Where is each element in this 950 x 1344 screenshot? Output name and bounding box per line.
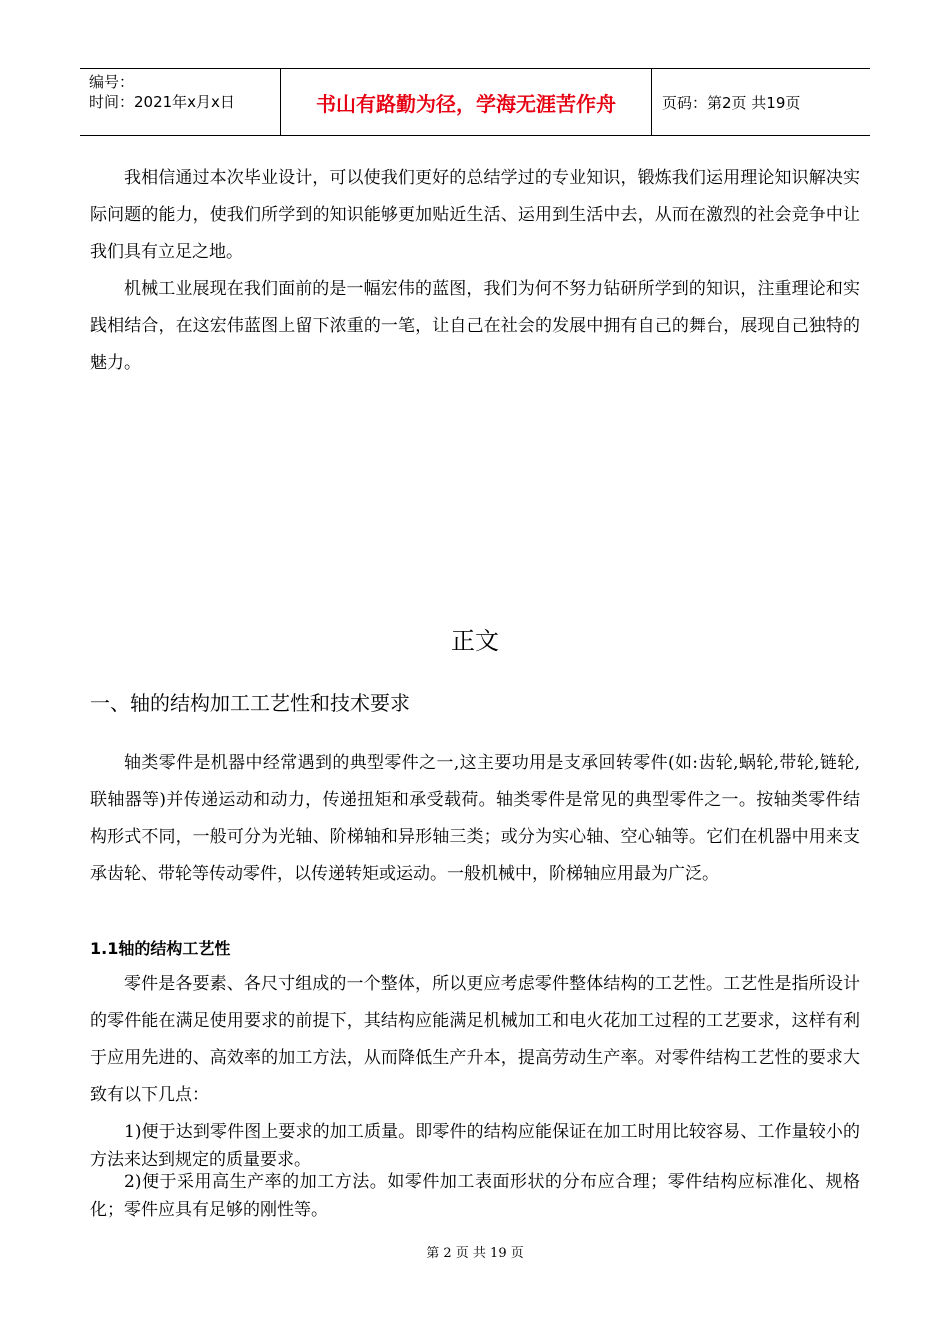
document-header (80, 68, 870, 136)
header-meta-cell (80, 69, 280, 135)
section-1-paragraph: 轴类零件是机器中经常遇到的典型零件之一,这主要功用是支承回转零件(如:齿轮,蜗轮,带轮,链轮,联轴器等)并传递运动和动力，传递扭矩和承受载荷。轴类零件是常见的典型零件之一。按轴类零件结构形式不同，一般可分为光轴、阶梯轴和异形轴三类；或分为实心轴、空心轴等。它们在机器中用来支承齿轮、带轮等传动零件，以传递转矩或运动。一般机械中，阶梯轴应用最为广泛。 (90, 753, 860, 884)
list-item-2: 2)便于采用高生产率的加工方法。如零件加工表面形状的分布应合理；零件结构应标准化、规格化；零件应具有足够的刚性等。 (90, 1172, 860, 1220)
serial-number-label: 编号： (89, 73, 135, 91)
subsection-1-1-heading: 1.1轴的结构工艺性 (90, 939, 231, 958)
intro-paragraph-1: 我相信通过本次毕业设计，可以使我们更好的总结学过的专业知识，锻炼我们运用理论知识解决实际问题的能力，使我们所学到的知识能够更加贴近生活、运用到生活中去，从而在激烈的社会竞争中让我们具有立足之地。 (90, 168, 860, 262)
motto-text: 书山有路勤为径，学海无涯苦作舟 (316, 91, 616, 116)
subsection-1-1-paragraph: 零件是各要素、各尺寸组成的一个整体，所以更应考虑零件整体结构的工艺性。工艺性是指所设计的零件能在满足使用要求的前提下，其结构应能满足机械加工和电火花加工过程的工艺要求，这样有利于应用先进的、高效率的加工方法，从而降低生产升本，提高劳动生产率。对零件结构工艺性的要求大致有以下几点： (90, 974, 860, 1105)
list-item-1: 1)便于达到零件图上要求的加工质量。即零件的结构应能保证在加工时用比较容易、工作量较小的方法来达到规定的质量要求。 (90, 1122, 860, 1170)
intro-paragraph-2: 机械工业展现在我们面前的是一幅宏伟的蓝图，我们为何不努力钻研所学到的知识，注重理论和实践相结合，在这宏伟蓝图上留下浓重的一笔，让自己在社会的发展中拥有自己的舞台，展现自己独特的魅力。 (90, 279, 860, 373)
header-motto-cell (280, 69, 652, 135)
section-1-heading: 一、轴的结构加工工艺性和技术要求 (90, 691, 410, 715)
page-footer: 第 2 页 共 19 页 (426, 1246, 524, 1261)
body-title: 正文 (451, 627, 499, 655)
page-code-text: 页码：第2页 共19页 (662, 93, 801, 112)
date-label: 时间：2021年x月x日 (89, 93, 235, 111)
header-page-cell (652, 69, 870, 135)
